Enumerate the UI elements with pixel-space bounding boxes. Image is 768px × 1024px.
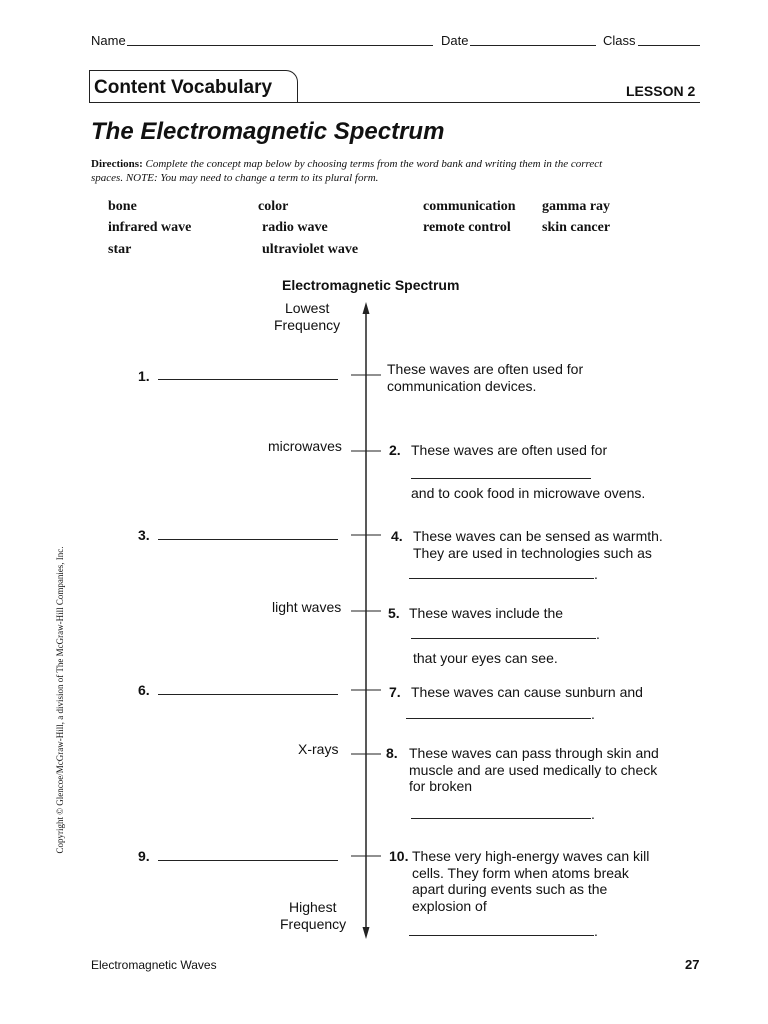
item-number: 5. bbox=[388, 605, 400, 621]
page-number: 27 bbox=[685, 957, 700, 972]
word-bank-term: remote control bbox=[423, 220, 511, 235]
lowest-label: Lowest bbox=[285, 300, 330, 316]
period: . bbox=[594, 566, 598, 582]
item-description: These waves are often used for bbox=[411, 442, 608, 458]
footer-chapter: Electromagnetic Waves bbox=[91, 958, 217, 972]
page-title: The Electromagnetic Spectrum bbox=[91, 118, 445, 145]
item-description: These waves can cause sunburn and bbox=[411, 684, 643, 700]
answer-blank-9[interactable] bbox=[158, 860, 338, 861]
item-description: These very high-energy waves can kill cells. They form when atoms break apart during events such as the explosion of bbox=[412, 848, 650, 914]
answer-blank-1[interactable] bbox=[158, 379, 338, 380]
word-bank-term: ultraviolet wave bbox=[262, 242, 359, 257]
item-number: 8. bbox=[386, 745, 398, 761]
directions-label: Directions: bbox=[91, 158, 143, 170]
blank-number: 9. bbox=[138, 848, 150, 864]
item-number: 7. bbox=[389, 684, 401, 700]
answer-blank-7[interactable] bbox=[406, 718, 591, 719]
period: . bbox=[594, 923, 598, 939]
class-label: Class bbox=[603, 33, 636, 48]
blank-number: 1. bbox=[138, 368, 150, 384]
answer-blank-10[interactable] bbox=[409, 935, 594, 936]
word-bank-term: radio wave bbox=[262, 220, 328, 235]
answer-blank-4[interactable] bbox=[409, 578, 594, 579]
copyright-notice: Copyright © Glencoe/McGraw-Hill, a division of The McGraw-Hill Companies, Inc. bbox=[55, 546, 65, 854]
frequency-label-bottom: Frequency bbox=[280, 916, 347, 932]
item-description-after: and to cook food in microwave ovens. bbox=[411, 485, 646, 501]
item-description: These waves include the bbox=[409, 605, 564, 621]
blank-number: 6. bbox=[138, 682, 150, 698]
word-bank-term: infrared wave bbox=[108, 220, 192, 235]
item-number: 2. bbox=[389, 442, 401, 458]
blank-number: 3. bbox=[138, 527, 150, 543]
frequency-label-top: Frequency bbox=[274, 317, 341, 333]
directions-text: Complete the concept map below by choosing terms from the word bank and writing them in the correct spaces. NOTE: You may need to change a term to its plural form. bbox=[91, 158, 603, 184]
word-bank-term: gamma ray bbox=[542, 199, 611, 214]
answer-blank-2[interactable] bbox=[411, 478, 591, 479]
item-number: 10. bbox=[389, 848, 409, 864]
highest-label: Highest bbox=[289, 899, 337, 915]
answer-blank-3[interactable] bbox=[158, 539, 338, 540]
diagram-title: Electromagnetic Spectrum bbox=[282, 277, 460, 293]
given-term: X-rays bbox=[298, 741, 339, 757]
item-description: These waves are often used for communication devices. bbox=[387, 361, 584, 394]
word-bank-term: star bbox=[108, 242, 132, 257]
answer-blank-8[interactable] bbox=[411, 818, 591, 819]
answer-blank-5[interactable] bbox=[411, 638, 596, 639]
name-label: Name bbox=[91, 33, 126, 48]
item-description: These waves can pass through skin and muscle and are used medically to check for broken bbox=[409, 745, 659, 794]
word-bank-term: bone bbox=[108, 199, 137, 214]
word-bank-term: skin cancer bbox=[542, 220, 611, 235]
answer-blank-6[interactable] bbox=[158, 694, 338, 695]
period: . bbox=[591, 706, 595, 722]
given-term: microwaves bbox=[268, 438, 342, 454]
word-bank-term: color bbox=[258, 199, 289, 214]
given-term: light waves bbox=[272, 599, 342, 615]
item-description-after: that your eyes can see. bbox=[413, 650, 558, 666]
item-description: These waves can be sensed as warmth. They are used in technologies such as bbox=[413, 528, 663, 561]
lesson-label: LESSON 2 bbox=[626, 83, 696, 99]
word-bank-term: communication bbox=[423, 199, 516, 214]
date-label: Date bbox=[441, 33, 469, 48]
period: . bbox=[591, 806, 595, 822]
section-title: Content Vocabulary bbox=[94, 77, 273, 98]
period: . bbox=[596, 626, 600, 642]
item-number: 4. bbox=[391, 528, 403, 544]
